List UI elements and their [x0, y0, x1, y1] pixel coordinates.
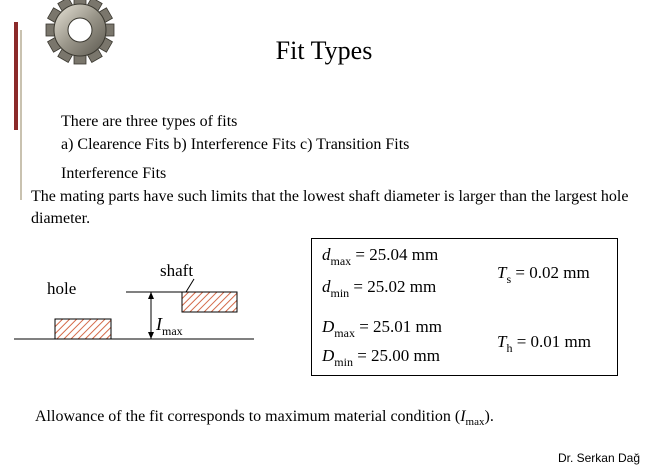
eq-Th: $T_h = 0.01$ mm [497, 332, 592, 355]
arrow-up [148, 292, 154, 299]
conclusion-text: Allowance of the fit corresponds to maximum material condition $(I_{max})$. [35, 408, 494, 429]
shaft-label: shaft [160, 261, 194, 280]
eq-Dmax: $D_{max} = 25.01$ mm [322, 317, 442, 340]
hole-block [55, 319, 111, 339]
eq-dmax: $d_{max} = 25.04$ mm [322, 245, 439, 268]
eq-Ts: $T_s = 0.02$ mm [497, 263, 590, 286]
page-title: Fit Types [275, 36, 373, 65]
interference-diagram [14, 268, 260, 348]
definition-text: The mating parts have such limits that the lowest shaft diameter is larger than the largest hole diameter. [31, 188, 629, 227]
allowance-symbol: $I_{max}$ [156, 314, 183, 338]
hole-label: hole [47, 279, 77, 298]
fit-types-list: a) Clearence Fits b) Interference Fits c) Transition Fits [61, 136, 410, 153]
leader-line [186, 279, 194, 292]
author-footer: Dr. Serkan Dağ [557, 451, 640, 465]
intro-text: There are three types of fits [61, 113, 238, 130]
eq-Dmin: $D_{min} = 25.00$ mm [322, 346, 440, 369]
section-heading: Interference Fits [61, 165, 167, 182]
eq-dmin: $d_{min} = 25.02$ mm [322, 277, 437, 300]
shaft-block [182, 292, 237, 312]
arrow-down [148, 332, 154, 339]
